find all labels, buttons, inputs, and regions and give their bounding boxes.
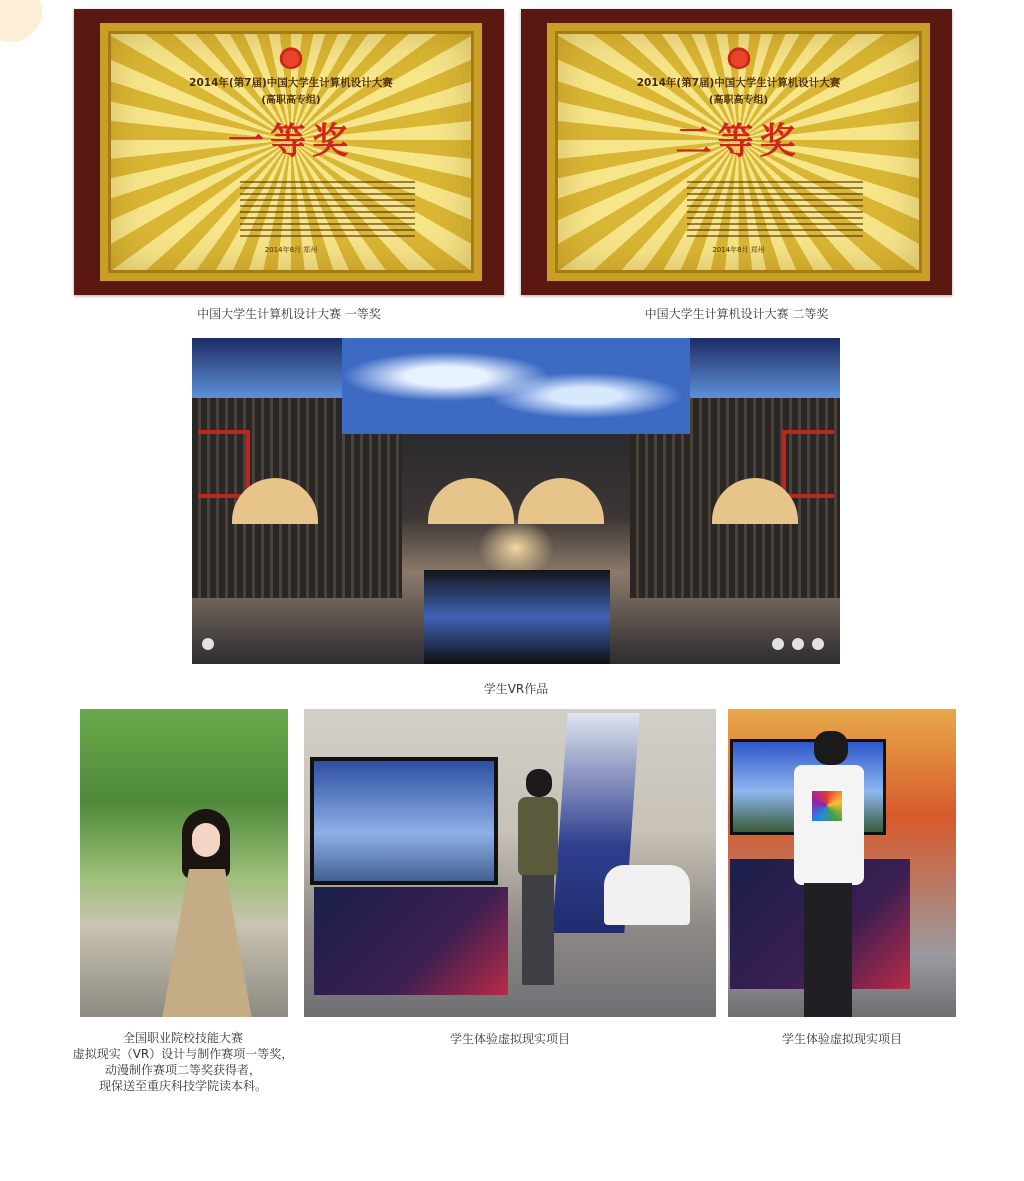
student-photo [80, 709, 288, 1017]
center-glow [478, 518, 554, 578]
vr-experience-photo-2 [728, 709, 956, 1017]
caption-student-award [48, 1030, 318, 1094]
red-lattice-left [198, 430, 250, 498]
caption-vr-experience-1: 学生体验虚拟现实项目 [449, 1032, 570, 1046]
reflecting-pool [424, 570, 610, 664]
plaque-gold-panel [547, 23, 930, 281]
caption-first-prize: 中国大学生计算机设计大赛 一等奖 [197, 307, 381, 321]
flower-emblem-icon [278, 43, 304, 69]
plaque-title: 2014年(第7届)中国大学生计算机设计大赛 [636, 77, 841, 89]
student-with-headset [790, 731, 870, 1017]
award-plaque-first [74, 9, 504, 295]
sky-ceiling [342, 338, 690, 434]
caption-line: 虚拟现实（VR）设计与制作赛项一等奖， [72, 1047, 294, 1061]
arch-center-right [518, 478, 604, 524]
display-screen [310, 757, 498, 885]
plaque-organizer-text [687, 181, 863, 239]
caption-line: 动漫制作赛项二等奖获得者， [104, 1063, 261, 1077]
nav-button-icon [202, 638, 214, 650]
plaque-organizer-text [240, 181, 416, 239]
plaque-title: 2014年(第7届)中国大学生计算机设计大赛 [189, 77, 393, 89]
plaque-gold-panel [100, 23, 482, 281]
student-figure [162, 809, 252, 1017]
exhibition-desk [314, 887, 508, 995]
nav-button-icon [812, 638, 824, 650]
display-stand [604, 865, 690, 925]
plaque-prize: 二等奖 [675, 121, 802, 162]
arch-center-left [428, 478, 514, 524]
vr-work-image [192, 338, 840, 664]
award-plaque-second [521, 9, 952, 295]
caption-vr-work: 学生VR作品 [483, 682, 549, 696]
plaque-prize: 一等奖 [227, 121, 354, 162]
nav-button-icon [792, 638, 804, 650]
caption-line: 现保送至重庆科技学院读本科。 [98, 1079, 267, 1093]
nav-button-icon [772, 638, 784, 650]
flower-emblem-icon [726, 43, 752, 69]
caption-second-prize: 中国大学生计算机设计大赛 二等奖 [644, 307, 829, 321]
caption-line: 全国职业院校技能大赛 [122, 1031, 243, 1045]
plaque-subtitle: (高职高专组) [708, 95, 769, 106]
corner-decoration [0, 0, 42, 42]
plaque-date: 2014年8月 郑州 [712, 246, 765, 254]
vr-experience-photo-1 [304, 709, 716, 1017]
plaque-subtitle: (高职高专组) [261, 95, 321, 106]
caption-vr-experience-2: 学生体验虚拟现实项目 [781, 1032, 902, 1046]
student-with-headset [512, 769, 562, 999]
plaque-date: 2014年8月 郑州 [264, 246, 318, 254]
red-lattice-right [782, 430, 834, 498]
